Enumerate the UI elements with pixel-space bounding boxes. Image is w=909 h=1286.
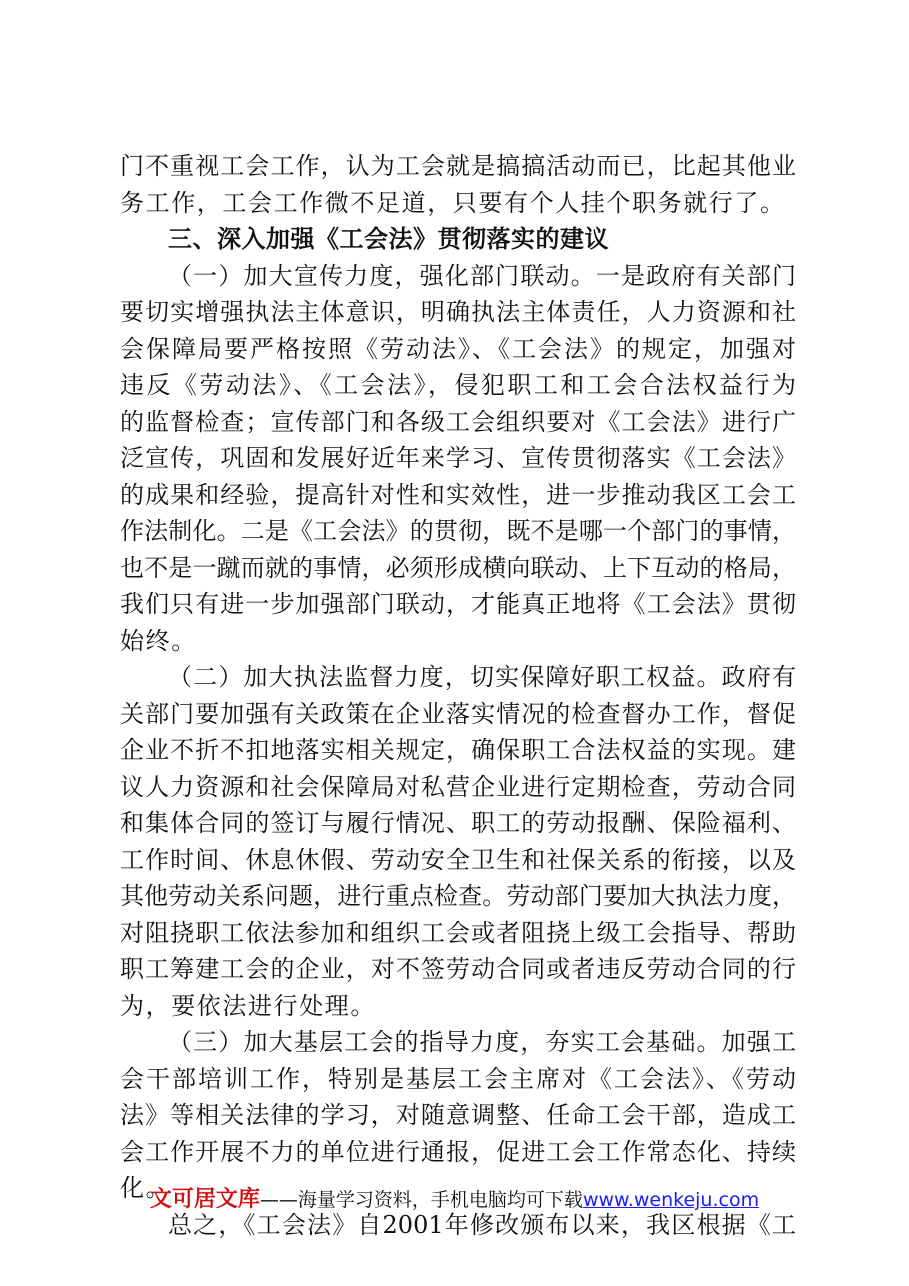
text-line: 议人力资源和社会保障局对私营企业进行定期检查，劳动合同 (120, 772, 796, 801)
section-heading: 三、深入加强《工会法》贯彻落实的建议 (168, 225, 609, 253)
text-line: 泛宣传，巩固和发展好近年来学习、宣传贯彻落实《工会法》 (120, 444, 796, 472)
paragraph-first-line: 总之，《工会法》自2001年修改颁布以来，我区根据《工 (168, 1210, 796, 1239)
text-line: 为，要依法进行处理。 (120, 991, 376, 1020)
text-line: 对阻挠职工依法参加和组织工会或者阻挠上级工会指导、帮助 (120, 918, 796, 947)
subsection-first-line: （一）加大宣传力度，强化部门联动。一是政府有关部门 (168, 261, 796, 290)
text-line: 法》等相关法律的学习，对随意调整、任命工会干部，造成工 (120, 1101, 796, 1129)
text-line: 要切实增强执法主体意识，明确执法主体责任，人力资源和社 (120, 298, 796, 326)
text-line: 的监督检查；宣传部门和各级工会组织要对《工会法》进行广 (120, 407, 796, 436)
subsection-first-line: （三）加大基层工会的指导力度，夯实工会基础。加强工 (168, 1028, 796, 1056)
text-line: 门不重视工会工作，认为工会就是搞搞活动而已，比起其他业 (120, 152, 796, 180)
footer-brand: 文可居文库 (149, 1187, 260, 1212)
text-line: 也不是一蹴而就的事情，必须形成横向联动、上下互动的格局， (120, 553, 796, 582)
footer-slogan: ——海量学习资料，手机电脑均可下载 (259, 1189, 583, 1211)
text-line: 会干部培训工作，特别是基层工会主席对《工会法》、《劳动 (120, 1064, 796, 1093)
text-line: 务工作，工会工作微不足道，只要有个人挂个职务就行了。 (120, 188, 786, 217)
text-line: 的成果和经验，提高针对性和实效性，进一步推动我区工会工 (120, 480, 796, 509)
text-line: 会保障局要严格按照《劳动法》、《工会法》的规定，加强对 (120, 334, 796, 363)
text-line: 会工作开展不力的单位进行通报，促进工会工作常态化、持续 (120, 1137, 796, 1166)
text-line: 我们只有进一步加强部门联动，才能真正地将《工会法》贯彻 (120, 590, 796, 618)
text-line: 化。 (120, 1174, 172, 1202)
document-body (120, 148, 796, 1243)
subsection-first-line: （二）加大执法监督力度，切实保障好职工权益。政府有 (168, 663, 796, 691)
text-line: 其他劳动关系问题，进行重点检查。劳动部门要加大执法力度， (120, 882, 796, 910)
text-line: 工作时间、休息休假、劳动安全卫生和社保关系的衔接，以及 (120, 845, 796, 874)
text-line: 职工筹建工会的企业，对不签劳动合同或者违反劳动合同的行 (120, 955, 796, 983)
text-line: 作法制化。二是《工会法》的贯彻，既不是哪一个部门的事情， (120, 517, 796, 545)
footer-banner (0, 1182, 909, 1213)
text-line: 关部门要加强有关政策在企业落实情况的检查督办工作，督促 (120, 699, 796, 728)
text-line: 企业不折不扣地落实相关规定，确保职工合法权益的实现。建 (120, 736, 796, 764)
text-line: 违反《劳动法》、《工会法》，侵犯职工和工会合法权益行为 (120, 371, 796, 399)
text-line: 始终。 (120, 626, 197, 655)
footer-link[interactable]: www.wenkeju.com (582, 1189, 760, 1211)
text-line: 和集体合同的签订与履行情况、职工的劳动报酬、保险福利、 (120, 809, 796, 837)
